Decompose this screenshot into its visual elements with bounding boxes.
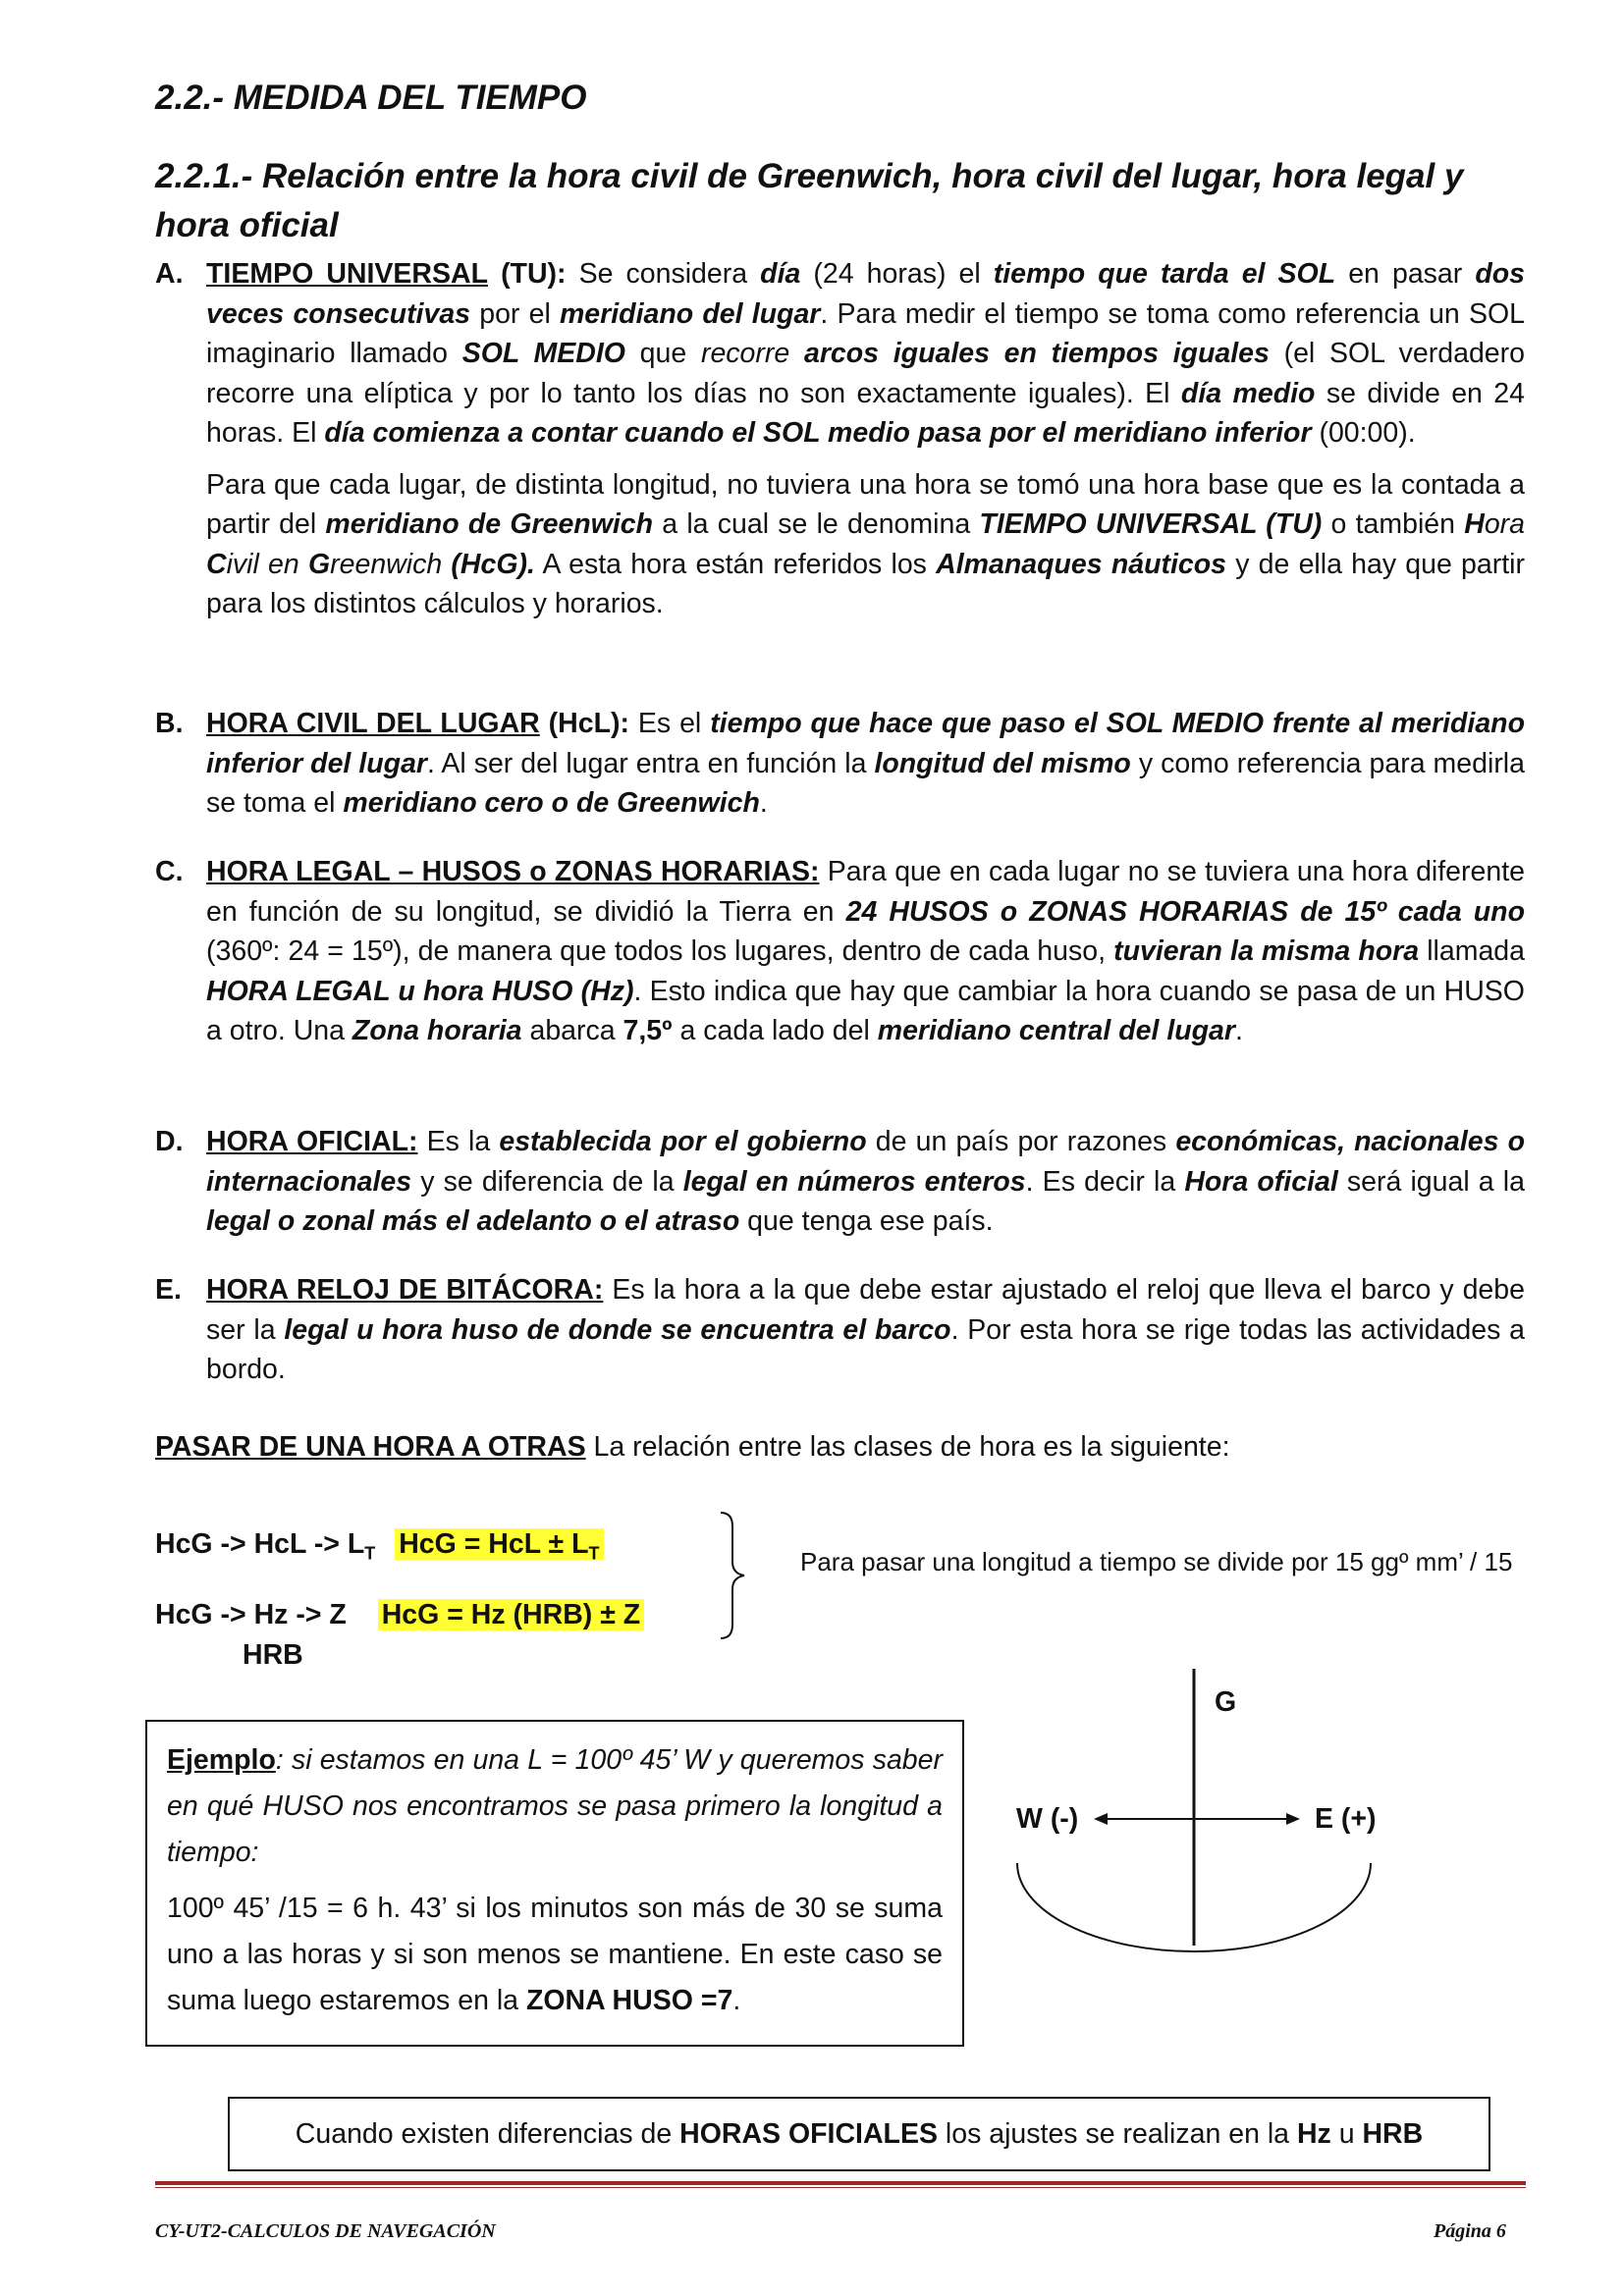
section-e [155, 1270, 1525, 1390]
hrb-label: HRB [243, 1639, 303, 1671]
section-heading: HORA RELOJ DE BITÁCORA: [206, 1274, 604, 1306]
east-arrowhead [1286, 1813, 1300, 1825]
text-run: Para que cada lugar, de distinta longitud, no tuviera una hora se tomó una hora base que es la contada a partir del [206, 468, 1525, 540]
west-arrowhead [1094, 1813, 1108, 1825]
text-run: meridiano cero o de Greenwich [343, 787, 760, 819]
text-run: y como referencia para medirla se toma el [206, 747, 1525, 819]
section-b [155, 704, 1525, 824]
text-run: que tenga ese país. [739, 1205, 994, 1237]
text-run: . Al ser del lugar entra en función la [427, 747, 875, 779]
conversion-note: Para pasar una longitud a tiempo se divide por 15 ggº mm’ / 15 [800, 1547, 1513, 1576]
example-paragraph-2 [167, 1886, 943, 2024]
text-run: y se diferencia de la [411, 1165, 683, 1198]
text-run: . Esto indica que hay que cambiar la hora cuando se pasa de un HUSO a otro. Una [206, 975, 1525, 1046]
text-run: HORAS OFICIALES [679, 2117, 938, 2150]
formula-left: HcG -> HcL -> L [155, 1528, 365, 1560]
text-run: . Es decir la [1025, 1165, 1185, 1198]
text-run: y de ella hay que partir para los distintos cálculos y horarios. [206, 548, 1525, 619]
text-run: meridiano central del lugar [877, 1015, 1235, 1046]
text-run: Es el [628, 708, 711, 739]
text-run: que [624, 338, 701, 369]
text-run: A esta hora están referidos los [534, 548, 937, 580]
curly-brace [715, 1509, 754, 1642]
text-run: día comienza a contar cuando el SOL medio pasa por el meridiano inferior [324, 417, 1312, 449]
text-run: HORA LEGAL u hora HUSO (Hz) [206, 975, 634, 1007]
section-heading: TIEMPO UNIVERSAL [206, 258, 488, 290]
section-heading: HORA LEGAL – HUSOS o ZONAS HORARIAS: [206, 856, 820, 887]
section-subtitle: 2.2.1.- Relación entre la hora civil de Greenwich, hora civil del lugar, hora legal y hora oficial [155, 157, 1464, 244]
formula-hz [155, 1599, 644, 1631]
text-run: HRB [1362, 2117, 1424, 2150]
section-letter: B. [155, 708, 184, 739]
text-run: u [1330, 2117, 1363, 2150]
text-run: a la cual se le denomina [653, 508, 980, 540]
text-run: Es la hora a la que debe estar ajustado el reloj que lleva el barco y debe ser la [206, 1274, 1525, 1346]
section-c-paragraph [206, 852, 1525, 1051]
page-number: Página 6 [1434, 2220, 1506, 2242]
text-run: se divide en 24 horas. El [206, 377, 1525, 449]
text-run: TIEMPO UNIVERSAL (TU) [979, 508, 1323, 540]
text-run: Para que en cada lugar no se tuviera una hora diferente en función de su longitud, se dividió la Tierra en [206, 856, 1525, 928]
text-run: . Para medir el tiempo se toma como referencia un SOL imaginario llamado [206, 297, 1525, 369]
text-run: 24 HUSOS o ZONAS HORARIAS de 15º cada uno [845, 895, 1526, 928]
formula-highlight: HcG = Hz (HRB) ± Z [378, 1599, 644, 1630]
formula-text: HcG = HcL ± L [399, 1528, 589, 1560]
formula-hcl [155, 1528, 604, 1565]
text-run: económicas, nacionales o internacionales [206, 1126, 1525, 1198]
text-run: dos veces consecutivas [206, 258, 1525, 330]
text-run: legal en números enteros [682, 1165, 1026, 1198]
section-b-paragraph [206, 704, 1525, 824]
text-run: a cada lado del [672, 1015, 878, 1046]
section-d [155, 1122, 1525, 1242]
text-run: (00:00). [1311, 417, 1416, 449]
west-label: W (-) [1016, 1803, 1079, 1835]
page-title: 2.2.- MEDIDA DEL TIEMPO [155, 79, 587, 117]
text-run: Cuando existen diferencias de [295, 2117, 680, 2150]
text-run: llamada [1419, 935, 1525, 967]
text-run: tiempo que tarda el SOL [993, 258, 1336, 290]
footer-rule [155, 2181, 1526, 2185]
section-a-paragraph-1 [206, 254, 1525, 454]
text-run: o también [1322, 508, 1465, 540]
section-letter: C. [155, 856, 184, 887]
text-run: . [732, 1985, 741, 2016]
text-run: SOL MEDIO [461, 338, 625, 369]
text-run: día [760, 258, 801, 290]
text-run: ZONA HUSO =7 [525, 1985, 733, 2016]
text-run: C [206, 548, 227, 580]
text-run: (el SOL verdadero recorre una elíptica y por lo tanto los días no son exactamente iguales). El [206, 338, 1526, 409]
section-c [155, 852, 1525, 1051]
text-run: . [759, 787, 768, 819]
pasar-text: La relación entre las clases de hora es la siguiente: [585, 1431, 1230, 1463]
text-run: longitud del mismo [874, 747, 1131, 779]
text-run: por el [470, 297, 560, 330]
text-run: recorre [700, 338, 790, 369]
pasar-heading: PASAR DE UNA HORA A OTRAS [155, 1431, 586, 1463]
section-e-paragraph [206, 1270, 1525, 1390]
text-run: los ajustes se realizan en la [937, 2117, 1297, 2150]
text-run: H [1464, 508, 1485, 540]
text-run: 100º 45’ /15 = 6 h. 43’ si los minutos son más de 30 se suma uno a las horas y si son menos se mantiene. En este caso se suma luego estaremos en la [167, 1893, 943, 2016]
section-letter: A. [155, 258, 184, 290]
text-run: G [307, 548, 331, 580]
example-box [145, 1720, 964, 2047]
note-box [228, 2097, 1490, 2171]
text-run: Es la [417, 1126, 500, 1157]
text-run: reenwich [330, 548, 452, 580]
text-run: Se considera [566, 258, 761, 290]
text-run [789, 338, 804, 369]
formula-subscript: T [588, 1543, 600, 1564]
formula-highlight [395, 1528, 603, 1564]
text-run: legal o zonal más el adelanto o el atraso [206, 1205, 740, 1237]
text-run: Hz [1296, 2117, 1331, 2150]
section-heading: HORA OFICIAL: [206, 1126, 418, 1157]
note-text [296, 2118, 1423, 2151]
text-run: . Por esta hora se rige todas las actividades a bordo. [206, 1313, 1525, 1385]
footer-rule-thin [155, 2187, 1526, 2188]
text-run: (TU): [501, 258, 567, 290]
text-run: Zona horaria [352, 1015, 522, 1046]
text-run: (HcG). [451, 548, 535, 580]
east-label: E (+) [1315, 1803, 1377, 1835]
text-run: tuvieran la misma hora [1113, 935, 1420, 967]
text-run: en pasar [1335, 258, 1476, 290]
section-letter: E. [155, 1274, 182, 1306]
text-run: meridiano del lugar [559, 297, 821, 330]
example-intro: : si estamos en una L = 100º 45’ W y queremos saber en qué HUSO nos encontramos se pasa primero la longitud a tiempo: [167, 1744, 943, 1868]
text-run: 7,5º [623, 1015, 673, 1046]
formula-left: HcG -> Hz -> Z [155, 1599, 347, 1630]
text-run: . [1235, 1015, 1243, 1046]
formula-subscript: T [364, 1543, 376, 1564]
text-run: meridiano de Greenwich [325, 508, 654, 540]
example-label: Ejemplo [167, 1744, 276, 1776]
pasar-line [155, 1431, 1229, 1464]
text-run: día medio [1180, 377, 1316, 409]
text-run: abarca [521, 1015, 623, 1046]
section-a [155, 254, 1525, 624]
text-run: ivil en [226, 548, 308, 580]
section-d-paragraph [206, 1122, 1525, 1242]
text-run: de un país por razones [866, 1126, 1176, 1157]
greenwich-label: G [1215, 1686, 1237, 1718]
section-heading: HORA CIVIL DEL LUGAR [206, 708, 540, 739]
section-a-paragraph-2 [206, 465, 1525, 624]
text-run: Almanaques náuticos [936, 548, 1227, 580]
text-run: (360º: 24 = 15º), de manera que todos los lugares, dentro de cada huso, [206, 935, 1114, 967]
section-letter: D. [155, 1126, 184, 1157]
text-run: establecida por el gobierno [499, 1126, 867, 1157]
text-run: tiempo que hace que paso el SOL MEDIO frente al meridiano inferior del lugar [206, 708, 1525, 779]
footer-course: CY-UT2-CALCULOS DE NAVEGACIÓN [155, 2220, 496, 2242]
text-run: arcos iguales en tiempos iguales [803, 338, 1270, 369]
text-run: legal u hora huso de donde se encuentra el barco [284, 1313, 951, 1346]
text-run: será igual a la [1337, 1165, 1525, 1198]
text-run: (24 horas) el [800, 258, 994, 290]
example-paragraph-1 [167, 1737, 943, 1876]
text-run: Hora oficial [1184, 1165, 1338, 1198]
text-run: ora [1484, 508, 1526, 540]
text-run: (HcL): [548, 708, 629, 739]
